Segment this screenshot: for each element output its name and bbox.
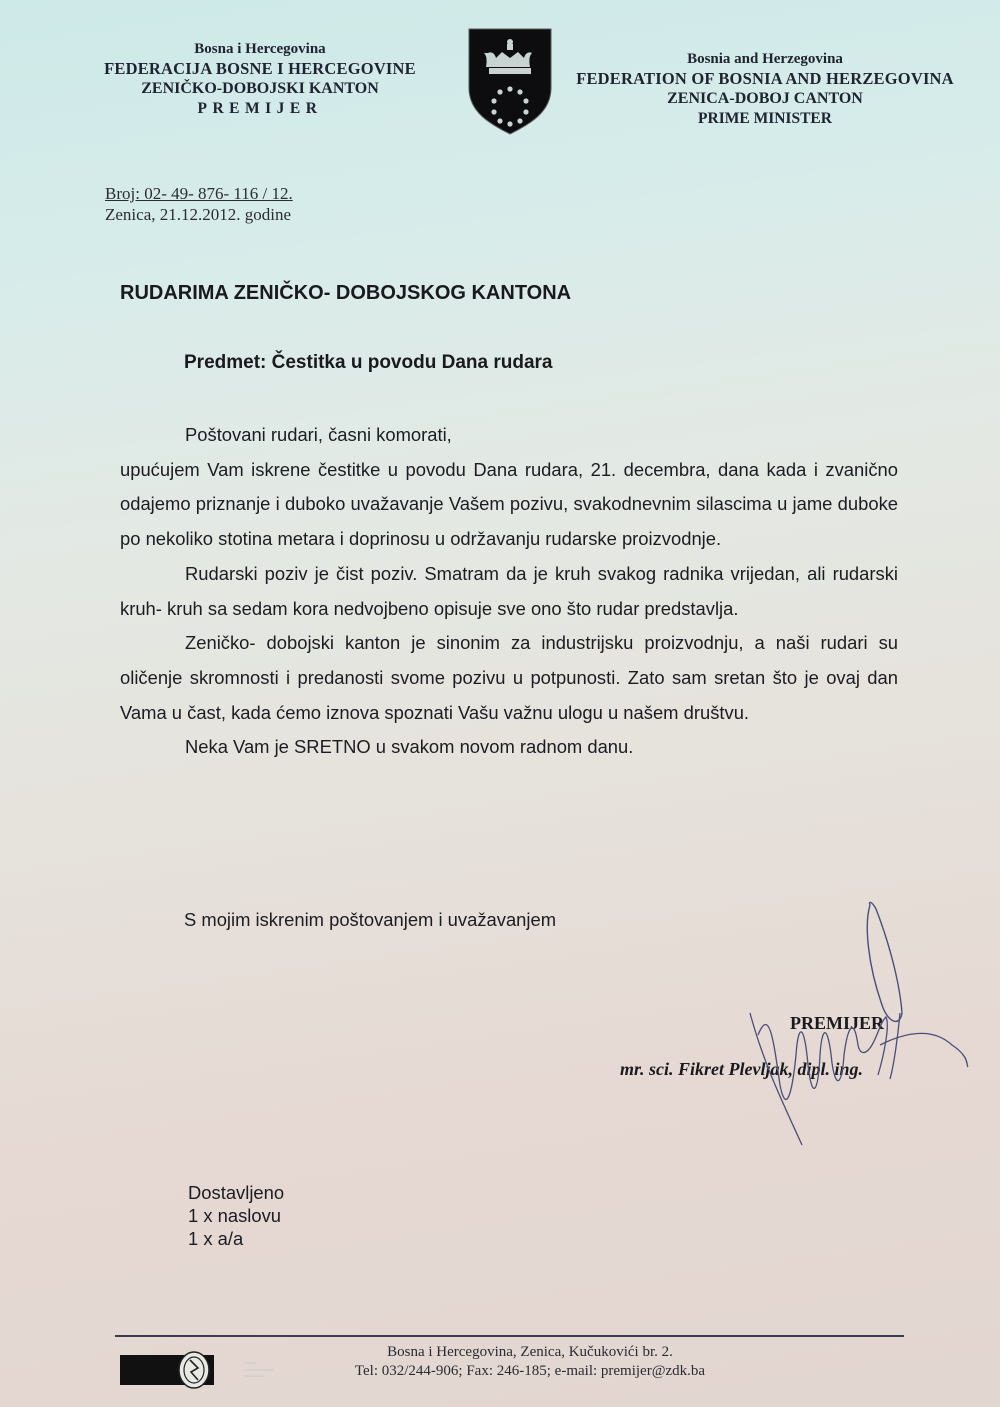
handwritten-signature (740, 895, 980, 1165)
recipient: RUDARIMA ZENIČKO- DOBOJSKOG KANTONA (120, 282, 572, 304)
certification-logo (120, 1355, 176, 1385)
federation-name-english: FEDERATION OF BOSNIA AND HERZEGOVINA (576, 69, 954, 88)
body-paragraph-1: upućujem Vam iskrene čestitke u povodu Dana rudara, 21. decembra, dana kada i zvanično odajemo priznanje i duboko uvažavanje Vašem pozivu, svakodnevnim silascima u jame duboke po nekoliko stotina metara i doprinosu u održavanju rudarske proizvodnje. (120, 458, 898, 550)
country-name-local: Bosna i Hercegovina (194, 41, 326, 57)
federation-name-local: FEDERACIJA BOSNE I HERCEGOVINE (104, 59, 416, 78)
subject-line: Predmet: Čestitka u povodu Dana rudara (184, 352, 553, 373)
crest-icon (466, 26, 554, 136)
signatory-title: PREMIJER (790, 1013, 884, 1033)
letter-body (120, 418, 898, 765)
place-date: Zenica, 21.12.2012. godine (105, 205, 292, 224)
canton-name-local: ZENIČKO-DOBOJSKI KANTON (141, 80, 379, 97)
distribution-heading: Dostavljeno (188, 1182, 285, 1203)
distribution-item: 1 x naslovu (188, 1205, 282, 1226)
body-paragraph-4: Neka Vam je SRETNO u svakom novom radnom danu. (185, 736, 634, 758)
footer-phone-email: Tel: 032/244-906; Fax: 246-185; e-mail: premijer@zdk.ba (354, 1363, 706, 1379)
footer-contact (250, 1343, 810, 1381)
reference-block (105, 183, 293, 225)
footer-divider (115, 1335, 904, 1337)
country-name-english: Bosnia and Herzegovina (687, 51, 843, 67)
office-name-english: PRIME MINISTER (698, 110, 832, 127)
canton-name-english: ZENICA-DOBOJ CANTON (667, 90, 863, 107)
footer-address: Bosna i Hercegovina, Zenica, Kučukovići br. 2. (387, 1344, 673, 1360)
distribution-item: 1 x a/a (188, 1228, 244, 1249)
signatory-name: mr. sci. Fikret Plevljak, dipl. ing. (620, 1059, 863, 1079)
body-paragraph-3: Zeničko- dobojski kanton je sinonim za industrijsku proizvodnju, a naši rudari su oličenje skromnosti i predanosti svome pozivu u potpunosti. Zato sam sretan što je ovaj dan Vama u čast, kada ćemo iznova spoznati Vašu važnu ulogu u našem društvu. (120, 632, 898, 723)
reference-number: Broj: 02- 49- 876- 116 / 12. (105, 184, 293, 203)
office-name-local: PREMIJER (197, 100, 323, 117)
body-paragraph-2: Rudarski poziv je čist poziv. Smatram da je kruh svakog radnika vrijedan, ali rudarski kruh- kruh sa sedam kora nedvojbeno opisuje sve ono što rudar predstavlja. (120, 562, 898, 619)
greeting: Poštovani rudari, časni komorati, (185, 424, 452, 445)
closing-salutation: S mojim iskrenim poštovanjem i uvažavanjem (184, 909, 557, 930)
distribution-list (188, 1181, 284, 1250)
letterhead-english (560, 49, 970, 129)
letterhead-local (80, 39, 440, 119)
certification-seal-icon (174, 1350, 214, 1390)
